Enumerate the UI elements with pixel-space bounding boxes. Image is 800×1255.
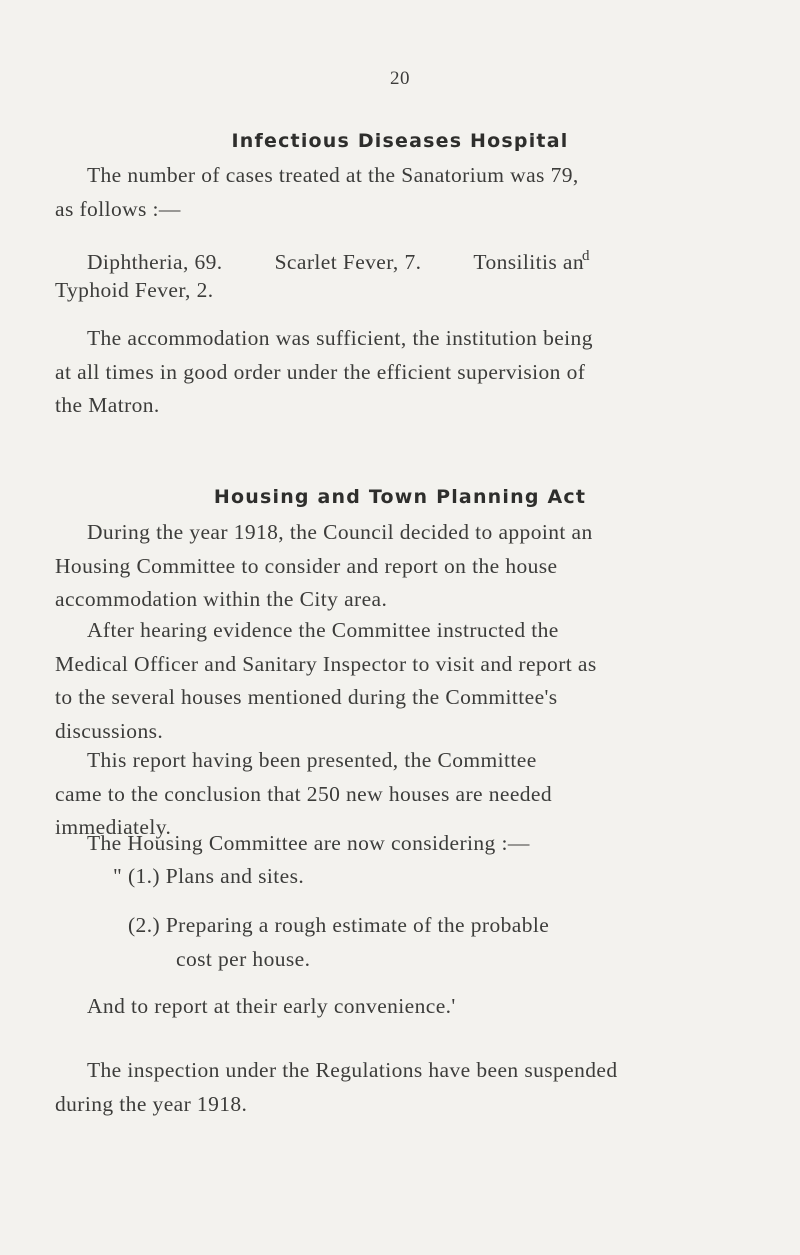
text-line: The inspection under the Regulations have been suspended: [87, 1058, 618, 1082]
text-line: (2.) Preparing a rough estimate of the probable: [128, 913, 550, 937]
text-line: cost per house.: [176, 946, 311, 971]
text-line: Housing Committee to consider and report on the house: [55, 553, 558, 578]
heading-housing-town-planning: Housing and Town Planning Act: [213, 486, 587, 508]
paragraph-evidence: [55, 614, 597, 748]
paragraph-housing-committee: [55, 516, 593, 617]
text-line: the Matron.: [55, 393, 160, 417]
paragraph-cases-treated: [55, 159, 579, 226]
text-line: During the year 1918, the Council decided to appoint an: [87, 520, 593, 544]
list-item-estimate: [128, 909, 549, 976]
text-line: to the several houses mentioned during the Committee's: [55, 685, 558, 709]
diphtheria-count: Diphtheria, 69.: [87, 250, 223, 274]
list-item-plans: " (1.) Plans and sites.: [113, 864, 305, 888]
text-line: Medical Officer and Sanitary Inspector to visit and report as: [55, 651, 597, 676]
text-line: immediately.: [55, 815, 172, 839]
page-number: 20: [390, 68, 410, 89]
text-line: [55, 240, 755, 274]
text-line: came to the conclusion that 250 new houses are needed: [55, 781, 553, 806]
text-line: during the year 1918.: [55, 1091, 248, 1116]
typhoid-count: Typhoid Fever, 2.: [55, 277, 214, 302]
text-line: The number of cases treated at the Sanatorium was 79,: [87, 163, 579, 187]
paragraph-inspection-suspended: [55, 1054, 618, 1121]
scarlet-fever-count: Scarlet Fever, 7.: [274, 250, 422, 274]
paragraph-now-considering: [55, 827, 530, 861]
text-line: accommodation within the City area.: [55, 587, 388, 611]
text-line: The Housing Committee are now considering :—: [87, 831, 530, 855]
text-line: This report having been presented, the Committee: [87, 748, 537, 772]
tonsilitis-label: Tonsilitis an: [473, 250, 585, 274]
heading-infectious-diseases-hospital: Infectious Diseases Hospital: [231, 130, 569, 152]
tonsilitis-superscript: d: [582, 248, 590, 264]
paragraph-disease-list: [55, 240, 755, 307]
text-line: After hearing evidence the Committee instructed the: [87, 618, 559, 642]
text-line: The accommodation was sufficient, the institution being: [87, 326, 593, 350]
text-line: as follows :—: [55, 196, 181, 221]
closing-line: And to report at their early convenience.': [87, 994, 456, 1018]
paragraph-accommodation: [55, 322, 593, 423]
text-line: at all times in good order under the efficient supervision of: [55, 359, 586, 384]
text-line: discussions.: [55, 718, 164, 743]
